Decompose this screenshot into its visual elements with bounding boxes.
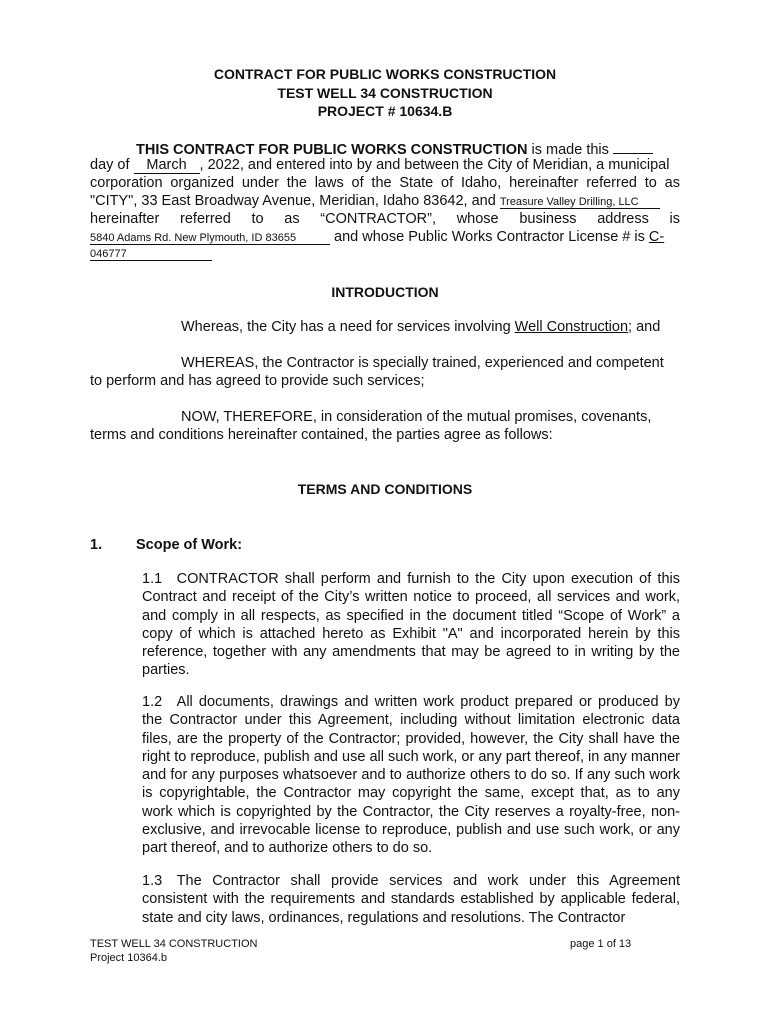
project-number: PROJECT # 10634.B [317, 103, 453, 119]
clause-1-3: 1.3 The Contractor shall provide services and work under this Agreement consistent with the requirements and standards established by applicable federal, state and city laws, ordinances, regulations and resolutions. The Contractor [142, 873, 680, 926]
clause-1-2: 1.2 All documents, drawings and written work product prepared or produced by the Contractor under this Agreement, including without limitation electronic data files, are the property of the Contractor; provided, however, the City shall have the right to reproduce, publish and use all such work, or any part thereof, in any manner and for any purposes whatsoever and to authorize others to do so. If any such work is copyrightable, the Contractor may copyright the same, except that, as to any work which is copyrighted by the Contractor, the City reserves a royalty-free, non-exclusive, and irrevocable license to reproduce, publish and use such work, or any part thereof, and to authorize others to do so. [142, 694, 680, 857]
whereas-1: Whereas, the City has a need for services involving Well Construction; and [181, 319, 661, 335]
day-blank [613, 139, 653, 154]
page-number: page 1 of 13 [570, 938, 632, 950]
introduction-heading: INTRODUCTION [331, 284, 439, 300]
license-number-field: 046777 [90, 248, 212, 261]
now-therefore-line-2: terms and conditions hereinafter contained, the parties agree as follows: [90, 427, 553, 443]
contractor-name-field: Treasure Valley Drilling, LLC [500, 196, 660, 209]
service-field: Well Construction [514, 319, 629, 335]
now-therefore-line-1: NOW, THEREFORE, in consideration of the mutual promises, covenants, [181, 409, 652, 425]
contractor-address-field: 5840 Adams Rd. New Plymouth, ID 83655 [90, 232, 330, 245]
intro-line-4: "CITY", 33 East Broadway Avenue, Meridian, Idaho 83642, and Treasure Valley Drilling, LLC [90, 193, 680, 209]
contract-title: CONTRACT FOR PUBLIC WORKS CONSTRUCTION [213, 66, 557, 82]
footer-project-number: Project 10364.b [90, 952, 168, 964]
footer-left [90, 937, 257, 965]
project-name: TEST WELL 34 CONSTRUCTION [277, 85, 493, 101]
intro-line-3: corporation organized under the laws of the State of Idaho, hereinafter referred to as [90, 175, 680, 191]
intro-line-1 [136, 139, 680, 158]
intro-line-2: day of March , 2022, and entered into by and between the City of Meridian, a municipal [90, 157, 670, 173]
intro-line-5: hereinafter referred to as “CONTRACTOR”, whose business address is [90, 211, 680, 227]
intro-line-6: 5840 Adams Rd. New Plymouth, ID 83655 and whose Public Works Contractor License # is C- [90, 229, 665, 245]
section-1-title: Scope of Work: [136, 537, 243, 553]
license-prefix: C- [648, 229, 665, 245]
intro-line-7 [90, 245, 680, 261]
whereas-2-line-1: WHEREAS, the Contractor is specially trained, experienced and competent [181, 355, 664, 371]
terms-heading: TERMS AND CONDITIONS [297, 481, 473, 497]
whereas-2-line-2: to perform and has agreed to provide such services; [90, 373, 425, 389]
section-1-number: 1. [90, 537, 103, 553]
footer-project-name: TEST WELL 34 CONSTRUCTION [90, 938, 258, 950]
clause-1-1: 1.1 CONTRACTOR shall perform and furnish to the City upon execution of this Contract and receipt of the City’s written notice to proceed, all services and work, and comply in all respects, as specified in the document titled “Scope of Work” a copy of which is attached hereto as Exhibit "A" and incorporated herein by this reference, together with any amendments that may be agreed to in writing by the parties. [142, 571, 680, 679]
intro-lead-rest: is made this [527, 142, 613, 158]
month-field: March [134, 157, 200, 174]
intro-lead-bold: THIS CONTRACT FOR PUBLIC WORKS CONSTRUCTION [136, 142, 528, 158]
